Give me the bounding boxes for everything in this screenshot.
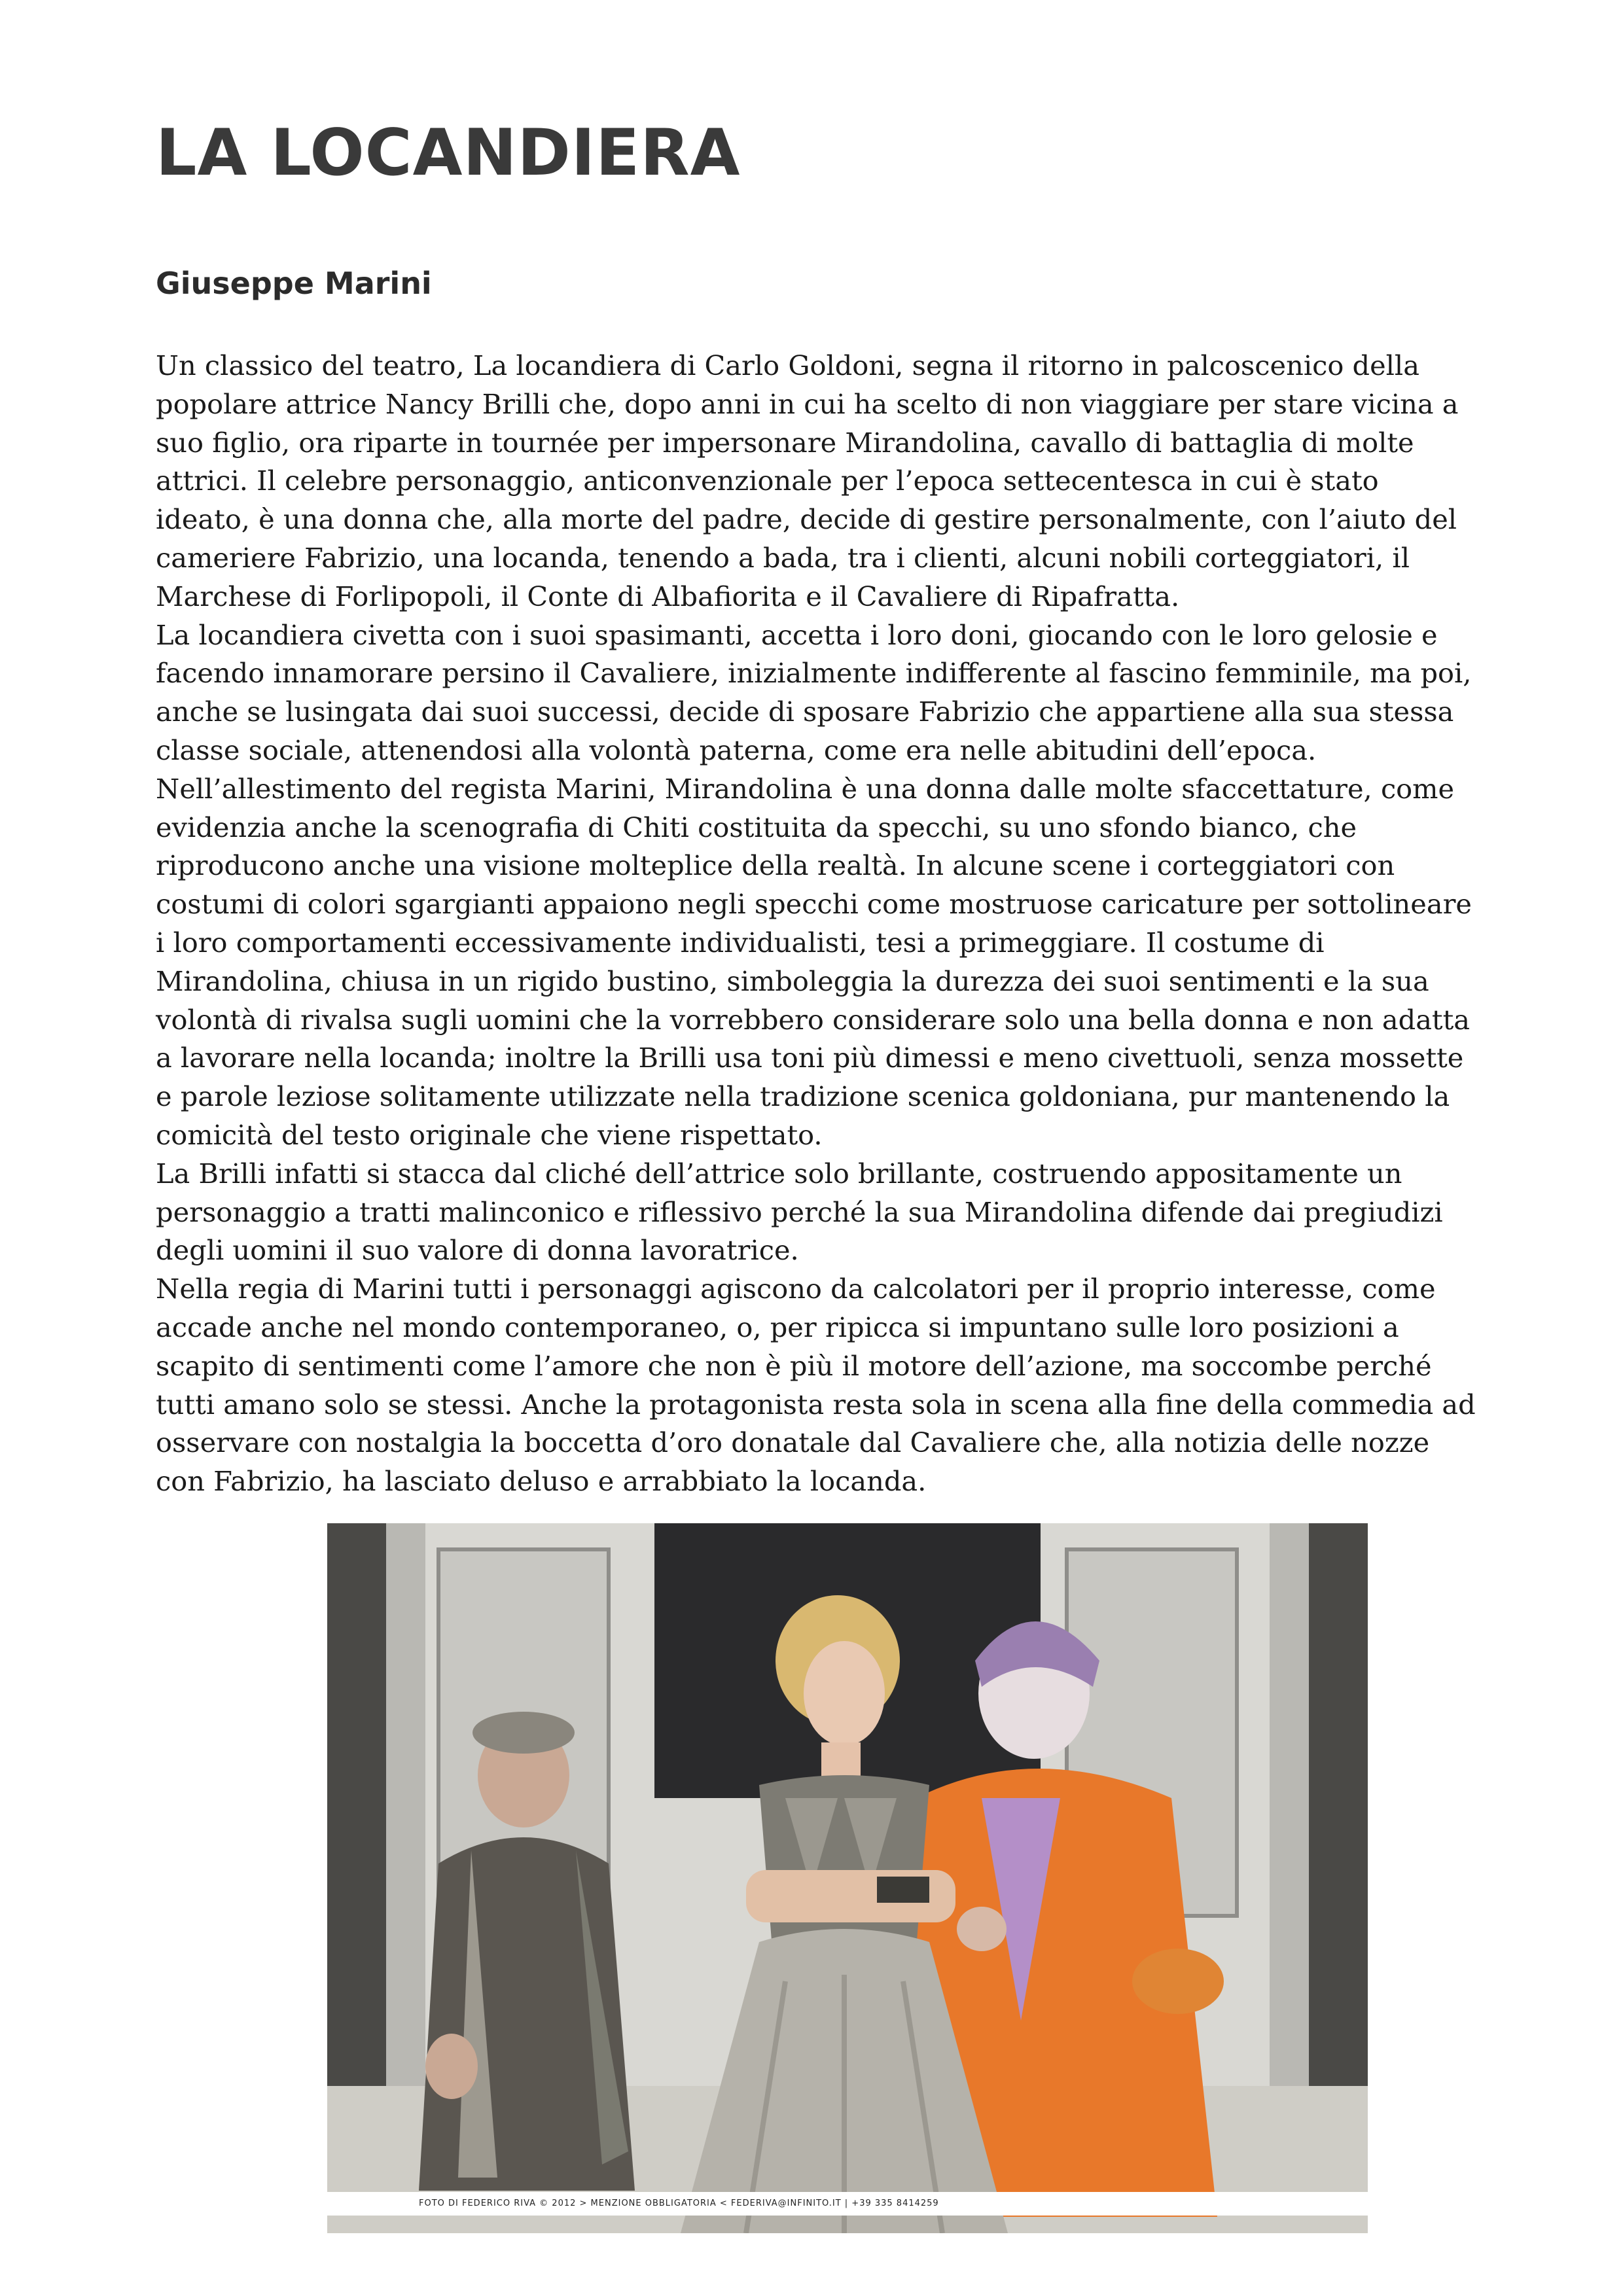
article-paragraph: Nella regia di Marini tutti i personaggi agiscono da calcolatori per il proprio interesse, come accade anche nel mondo contemporaneo, o, per ripicca si impuntano sulle loro posizioni a scapito di sentimenti come l’amore che non è più il motore dell’azione, ma soccombe perché tutti amano solo se stessi. Anche la protagonista resta sola in scena alla fine della commedia ad osservare con nostalgia la boccetta d’oro donatale dal Cavaliere che, alla notizia delle nozze con Fabrizio, ha lasciato deluso e arrabbiato la locanda. <box>156 1273 1476 1498</box>
stage-photo-illustration <box>327 1523 1368 2233</box>
document-author: Giuseppe Marini <box>156 266 432 301</box>
document-title: LA LOCANDIERA <box>156 116 741 190</box>
stage-photo <box>327 1523 1368 2233</box>
article-paragraph: Un classico del teatro, La locandiera di Carlo Goldoni, segna il ritorno in palcoscenico della popolare attrice Nancy Brilli che, dopo anni in cui ha scelto di non viaggiare per stare vicina a suo figlio, ora riparte in tournée per impersonare Mirandolina, cavallo di battaglia di molte attrici. Il celebre personaggio, anticonvenzionale per l’epoca settecentesca in cui è stato ideato, è una donna che, alla morte del padre, decide di gestire personalmente, con l’aiuto del cameriere Fabrizio, una locanda, tenendo a bada, tra i clienti, alcuni nobili corteggiatori, il Marchese di Forlipopoli, il Conte di Albafiorita e il Cavaliere di Ripafratta. <box>156 349 1459 612</box>
article-paragraph: La locandiera civetta con i suoi spasimanti, accetta i loro doni, giocando con le loro gelosie e facendo innamorare persino il Cavaliere, inizialmente indifferente al fascino femminile, ma poi, anche se lusingata dai suoi successi, decide di sposare Fabrizio che appartiene alla sua stessa classe sociale, attenendosi alla volontà paterna, come era nelle abitudini dell’epoca. <box>156 618 1472 766</box>
article-paragraph: La Brilli infatti si stacca dal cliché dell’attrice solo brillante, costruendo appositamente un personaggio a tratti malinconico e riflessivo perché la sua Mirandolina difende dai pregiudizi degli uomini il suo valore di donna lavoratrice. <box>156 1157 1443 1267</box>
photo-credit: FOTO DI FEDERICO RIVA © 2012 > MENZIONE OBBLIGATORIA < FEDERIVA@INFINITO.IT | +39 335 8414259 <box>327 2192 1368 2216</box>
article-paragraph: Nell’allestimento del regista Marini, Mirandolina è una donna dalle molte sfaccettature, come evidenzia anche la scenografia di Chiti costituita da specchi, su uno sfondo bianco, che riproducono anche una visione molteplice della realtà. In alcune scene i corteggiatori con costumi di colori sgargianti appaiono negli specchi come mostruose caricature per sottolineare i loro comportamenti eccessivamente individualisti, tesi a primeggiare. Il costume di Mirandolina, chiusa in un rigido bustino, simboleggia la durezza dei suoi sentimenti e la sua volontà di rivalsa sugli uomini che la vorrebbero considerare solo una bella donna e non adatta a lavorare nella locanda; inoltre la Brilli usa toni più dimessi e meno civettuoli, senza mossette e parole leziose solitamente utilizzate nella tradizione scenica goldoniana, pur mantenendo la comicità del testo originale che viene rispettato. <box>156 772 1472 1151</box>
article-body <box>156 347 1478 1501</box>
